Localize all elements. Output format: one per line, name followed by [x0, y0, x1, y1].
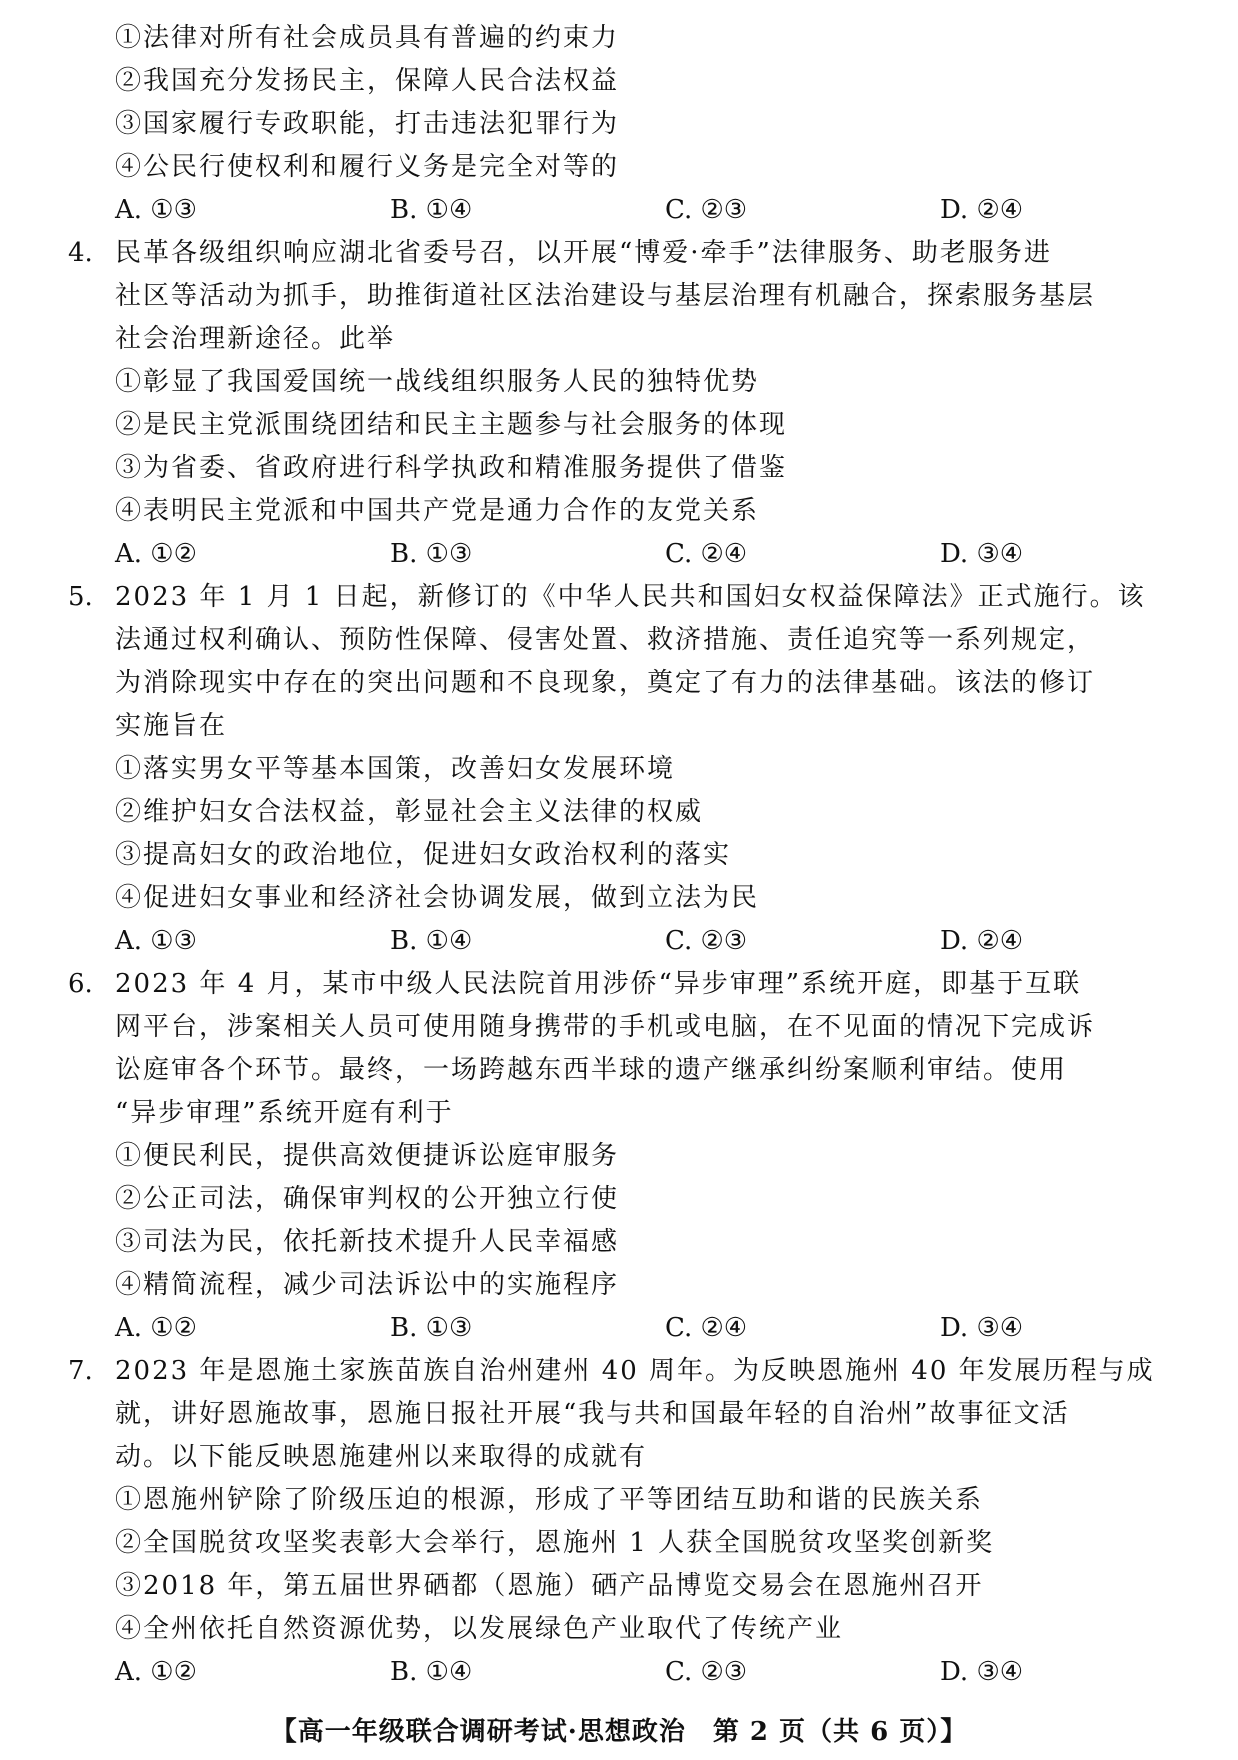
- q7-option-c: C. ②③: [665, 1657, 748, 1687]
- q3-item-3: ③国家履行专政职能，打击违法犯罪行为: [115, 109, 620, 139]
- q4-item-2: ②是民主党派围绕团结和民主主题参与社会服务的体现: [115, 410, 788, 440]
- q4-stem-line: 社区等活动为抓手，助推街道社区法治建设与基层治理有机融合，探索服务基层: [115, 281, 1096, 311]
- q4-item-3: ③为省委、省政府进行科学执政和精准服务提供了借鉴: [115, 453, 788, 483]
- q4-stem-line: 社会治理新途径。此举: [115, 324, 396, 354]
- q6-stem-line: 2023 年 4 月，某市中级人民法院首用涉侨“异步审理”系统开庭，即基于互联: [115, 969, 1082, 999]
- q5-option-c: C. ②③: [665, 926, 748, 956]
- q5-option-b: B. ①④: [390, 926, 473, 956]
- q3-item-4: ④公民行使权利和履行义务是完全对等的: [115, 152, 620, 182]
- q5-item-2: ②维护妇女合法权益，彰显社会主义法律的权威: [115, 797, 704, 827]
- q3-option-c: C. ②③: [665, 195, 748, 225]
- q5-stem-line: 法通过权利确认、预防性保障、侵害处置、救济措施、责任追究等一系列规定，: [115, 625, 1096, 655]
- q4-stem-line: 民革各级组织响应湖北省委号召，以开展“博爱·牵手”法律服务、助老服务进: [115, 238, 1052, 268]
- q5-option-d: D. ②④: [940, 926, 1024, 956]
- q5-stem-line: 实施旨在: [115, 711, 228, 741]
- q7-option-d: D. ③④: [940, 1657, 1024, 1687]
- q7-option-a: A. ①②: [115, 1657, 197, 1687]
- q6-item-4: ④精简流程，减少司法诉讼中的实施程序: [115, 1270, 620, 1300]
- q5-number: 5.: [68, 582, 93, 612]
- q3-option-b: B. ①④: [390, 195, 473, 225]
- q7-item-2: ②全国脱贫攻坚奖表彰大会举行，恩施州 1 人获全国脱贫攻坚奖创新奖: [115, 1528, 995, 1558]
- q6-item-1: ①便民利民，提供高效便捷诉讼庭审服务: [115, 1141, 620, 1171]
- q6-number: 6.: [68, 969, 93, 999]
- q6-stem-line: 讼庭审各个环节。最终，一场跨越东西半球的遗产继承纠纷案顺利审结。使用: [115, 1055, 1068, 1085]
- q6-option-b: B. ①③: [390, 1313, 473, 1343]
- q4-option-d: D. ③④: [940, 539, 1024, 569]
- q4-number: 4.: [68, 238, 93, 268]
- q3-item-2: ②我国充分发扬民主，保障人民合法权益: [115, 66, 620, 96]
- q7-stem-line: 2023 年是恩施土家族苗族自治州建州 40 周年。为反映恩施州 40 年发展历程与成: [115, 1356, 1155, 1386]
- q3-option-d: D. ②④: [940, 195, 1024, 225]
- q5-stem-line: 为消除现实中存在的突出问题和不良现象，奠定了有力的法律基础。该法的修订: [115, 668, 1096, 698]
- q5-option-a: A. ①③: [115, 926, 197, 956]
- q6-stem-line: 网平台，涉案相关人员可使用随身携带的手机或电脑，在不见面的情况下完成诉: [115, 1012, 1096, 1042]
- q6-option-d: D. ③④: [940, 1313, 1024, 1343]
- q6-item-2: ②公正司法，确保审判权的公开独立行使: [115, 1184, 620, 1214]
- q5-stem-line: 2023 年 1 月 1 日起，新修订的《中华人民共和国妇女权益保障法》正式施行。该: [115, 582, 1146, 612]
- q7-item-4: ④全州依托自然资源优势，以发展绿色产业取代了传统产业: [115, 1614, 844, 1644]
- q4-item-4: ④表明民主党派和中国共产党是通力合作的友党关系: [115, 496, 760, 526]
- q4-option-b: B. ①③: [390, 539, 473, 569]
- q5-item-4: ④促进妇女事业和经济社会协调发展，做到立法为民: [115, 883, 760, 913]
- q6-item-3: ③司法为民，依托新技术提升人民幸福感: [115, 1227, 620, 1257]
- q6-option-c: C. ②④: [665, 1313, 748, 1343]
- q4-item-1: ①彰显了我国爱国统一战线组织服务人民的独特优势: [115, 367, 760, 397]
- q5-item-1: ①落实男女平等基本国策，改善妇女发展环境: [115, 754, 676, 784]
- q6-option-a: A. ①②: [115, 1313, 197, 1343]
- q4-option-a: A. ①②: [115, 539, 197, 569]
- q3-option-a: A. ①③: [115, 195, 197, 225]
- q4-option-c: C. ②④: [665, 539, 748, 569]
- page-footer: 【高一年级联合调研考试·思想政治 第 2 页（共 6 页）】: [270, 1717, 968, 1747]
- q7-item-3: ③2018 年，第五届世界硒都（恩施）硒产品博览交易会在恩施州召开: [115, 1571, 984, 1601]
- q5-item-3: ③提高妇女的政治地位，促进妇女政治权利的落实: [115, 840, 732, 870]
- q3-item-1: ①法律对所有社会成员具有普遍的约束力: [115, 23, 620, 53]
- q7-item-1: ①恩施州铲除了阶级压迫的根源，形成了平等团结互助和谐的民族关系: [115, 1485, 984, 1515]
- q7-number: 7.: [68, 1356, 93, 1386]
- q7-option-b: B. ①④: [390, 1657, 473, 1687]
- q7-stem-line: 就，讲好恩施故事，恩施日报社开展“我与共和国最年轻的自治州”故事征文活: [115, 1399, 1070, 1429]
- q6-stem-line: “异步审理”系统开庭有利于: [115, 1098, 454, 1128]
- q7-stem-line: 动。以下能反映恩施建州以来取得的成就有: [115, 1442, 648, 1472]
